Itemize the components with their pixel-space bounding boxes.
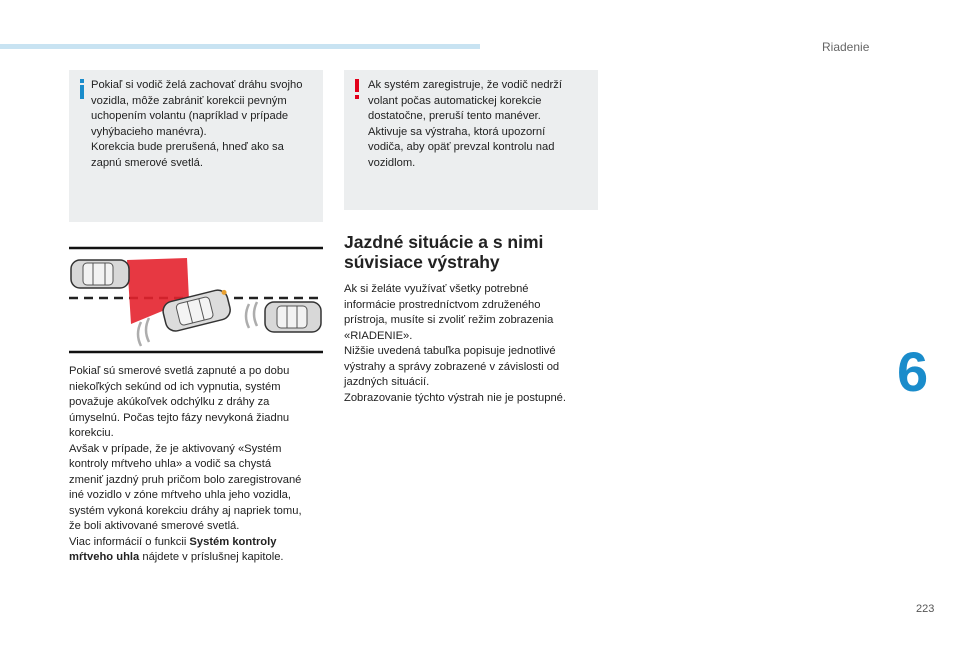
text-line: zapnú smerové svetlá. xyxy=(91,156,203,169)
text-line: informácie prostredníctvom združeného xyxy=(344,298,541,311)
text-line: volant počas automatickej korekcie xyxy=(368,94,542,107)
blind-spot-paragraph xyxy=(69,364,323,566)
warning-box xyxy=(344,70,598,210)
text-line: prístroja, musíte si zvoliť režim zobrazenia xyxy=(344,314,554,326)
more-info-prefix: Viac informácií o funkcii xyxy=(69,535,190,548)
section-title: Riadenie xyxy=(822,40,870,54)
text-line: vozidlom. xyxy=(368,156,416,169)
text-line: iné vozidlo v zóne mŕtveho uhla jeho vozidla, xyxy=(69,489,292,501)
text-line: vodiča, aby opäť prevzal kontrolu nad xyxy=(368,141,555,154)
more-info-line-2 xyxy=(69,550,323,566)
blind-spot-reference: Systém kontroly xyxy=(189,535,277,548)
text-line: kontroly mŕtveho uhla» a vodič sa chystá xyxy=(69,458,272,470)
blind-spot-reference-cont: mŕtveho uhla xyxy=(69,551,140,563)
text-line: úmyselnú. Počas tejto fázy nevykoná žiadnu xyxy=(69,411,290,424)
more-info-line xyxy=(69,535,323,551)
warning-box-text xyxy=(368,78,592,172)
text-line: systém vykoná korekciu dráhy aj napriek tomu, xyxy=(69,504,302,517)
info-box-text xyxy=(91,78,317,172)
more-info-suffix: nájdete v príslušnej kapitole. xyxy=(139,551,284,563)
info-box xyxy=(69,70,323,222)
text-line: vozidla, môže zabrániť korekcii pevným xyxy=(91,94,287,107)
text-line: jazdných situácií. xyxy=(344,376,430,388)
text-line: niekoľkých sekúnd od ich vypnutia, systém xyxy=(69,380,281,393)
text-line: Zobrazovanie týchto výstrah nie je postupné. xyxy=(344,391,567,404)
chapter-number: 6 xyxy=(897,340,929,403)
text-line: Aktivuje sa výstraha, ktorá upozorní xyxy=(368,125,546,138)
info-icon xyxy=(77,79,87,99)
section-heading xyxy=(344,232,604,272)
header-accent-bar xyxy=(0,44,480,49)
heading-line: Jazdné situácie a s nimi xyxy=(344,232,544,252)
text-line: Pokiaľ sú smerové svetlá zapnuté a po dobu xyxy=(69,365,290,377)
text-line: Ak si želáte využívať všetky potrebné xyxy=(344,283,529,295)
text-line: Avšak v prípade, že je aktivovaný «Systém xyxy=(69,442,282,455)
text-line: Korekcia bude prerušená, hneď ako sa xyxy=(91,141,284,154)
blind-spot-illustration xyxy=(69,246,323,354)
driving-situations-paragraph xyxy=(344,282,598,406)
text-line: vyhýbacieho manévra). xyxy=(91,125,207,138)
text-line: Nižšie uvedená tabuľka popisuje jednotlivé xyxy=(344,345,556,357)
text-line: uchopením volantu (napríklad v prípade xyxy=(91,110,289,123)
exclamation-icon xyxy=(352,79,362,99)
text-line: Ak systém zaregistruje, že vodič nedrží xyxy=(368,79,562,91)
vehicle-in-blind-spot xyxy=(71,260,129,288)
text-line: považuje akúkoľvek odchýlku z dráhy za xyxy=(69,396,270,408)
text-line: dostatočne, preruší tento manéver. xyxy=(368,110,541,123)
text-line: zmeniť jazdný pruh pričom bolo zaregistrované xyxy=(69,473,302,486)
text-line: že boli aktivované smerové svetlá. xyxy=(69,520,240,532)
text-line: výstrahy a správy zobrazené v závislosti od xyxy=(344,360,560,373)
page-number: 223 xyxy=(916,603,935,615)
following-vehicle xyxy=(265,302,321,332)
text-line: Pokiaľ si vodič želá zachovať dráhu svojho xyxy=(91,79,303,91)
heading-line: súvisiace výstrahy xyxy=(344,252,500,272)
text-line: korekciu. xyxy=(69,427,114,439)
text-line: «RIADENIE». xyxy=(344,329,413,342)
